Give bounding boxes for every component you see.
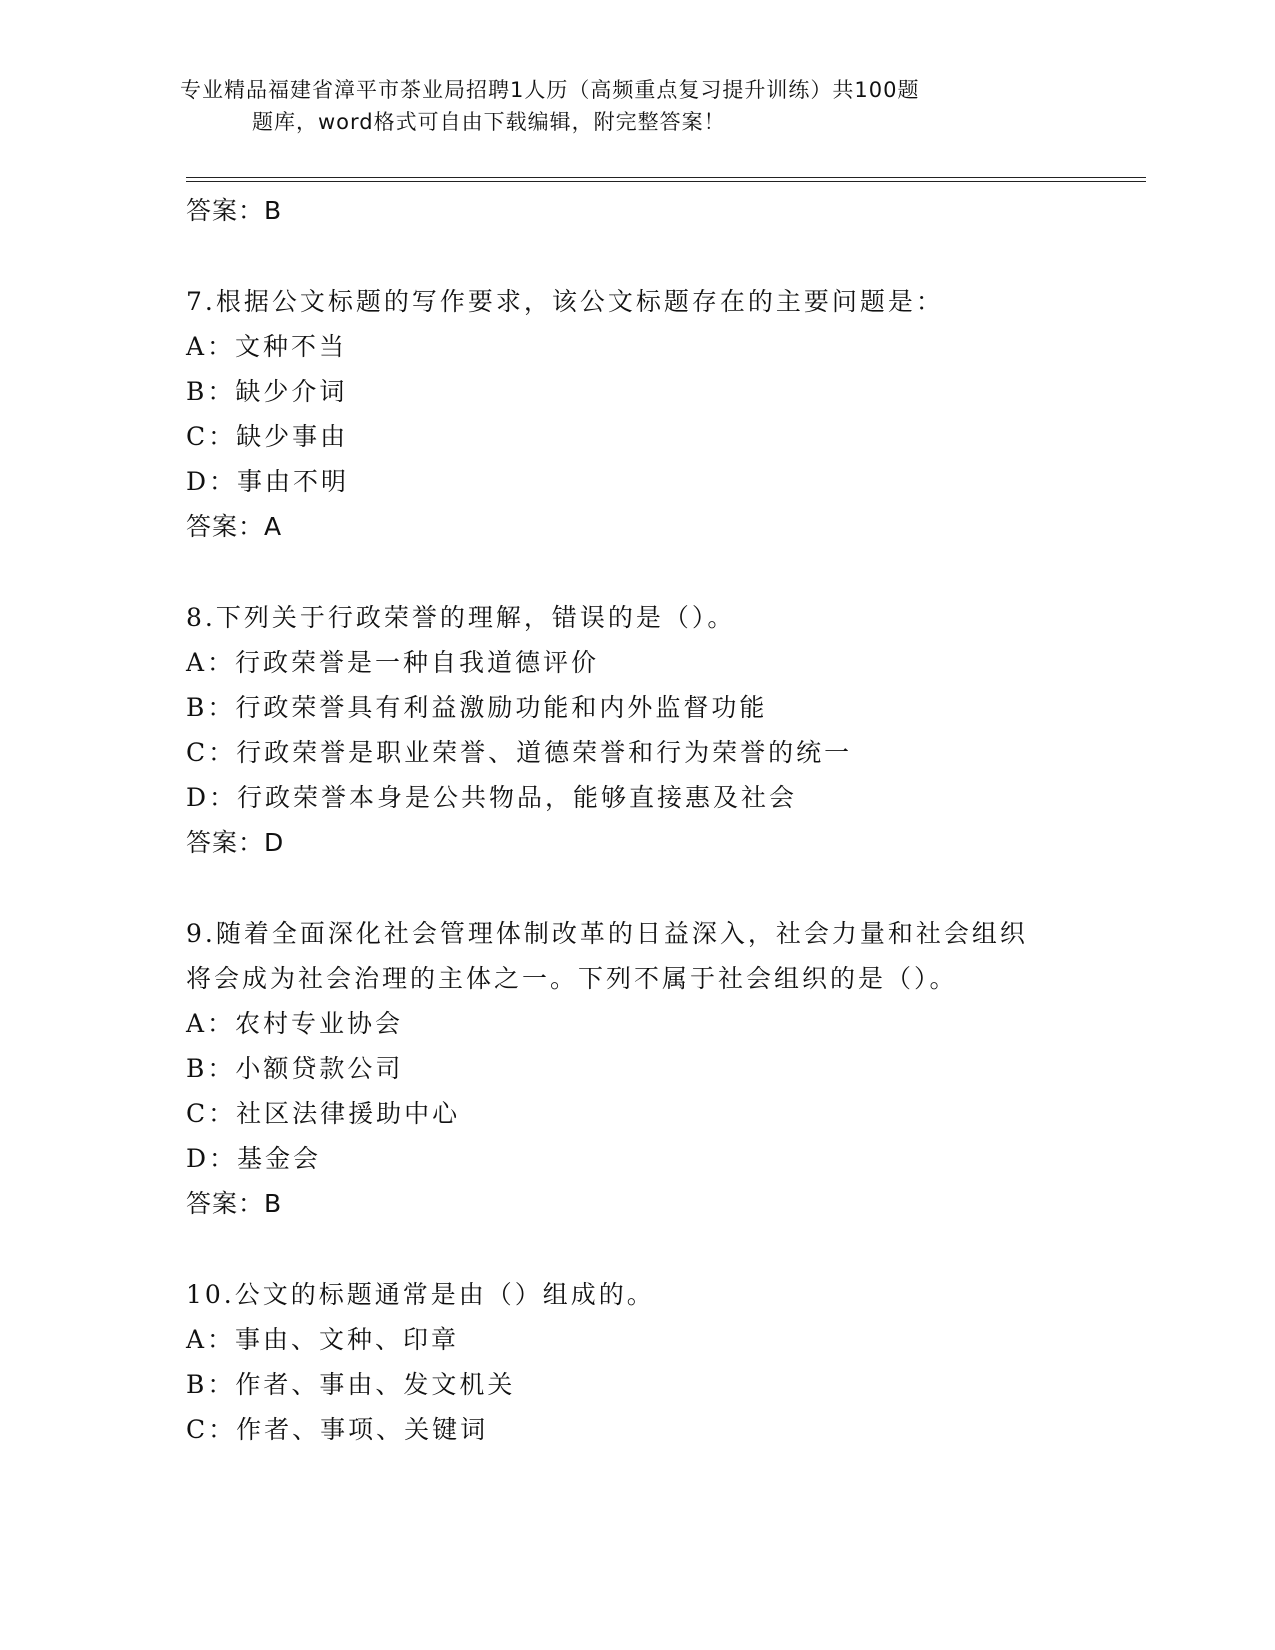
header-line-2: 题库，word格式可自由下载编辑，附完整答案！ [252,110,726,134]
option-a: A：文种不当 [186,332,348,361]
header-divider-bottom [186,181,1146,182]
answer-line: 答案：B [186,196,283,225]
question-stem: 10.公文的标题通常是由（）组成的。 [186,1280,655,1309]
option-d: D：行政荣誉本身是公共物品，能够直接惠及社会 [186,783,798,812]
option-a: A：行政荣誉是一种自我道德评价 [186,648,600,677]
question-stem: 8.下列关于行政荣誉的理解，错误的是（）。 [186,603,736,632]
header-line-1: 专业精品福建省漳平市茶业局招聘1人历（高频重点复习提升训练）共100题 [180,78,920,102]
question-9 [186,911,1106,1226]
option-c: C：作者、事项、关键词 [186,1415,489,1444]
option-b: B：小额贷款公司 [186,1054,404,1083]
document-header [180,74,1060,138]
question-7 [186,279,1106,549]
option-d: D：事由不明 [186,467,350,496]
option-b: B：行政荣誉具有利益激励功能和内外监督功能 [186,693,768,722]
option-c: C：社区法律援助中心 [186,1099,461,1128]
option-b: B：缺少介词 [186,377,348,406]
option-c: C：行政荣誉是职业荣誉、道德荣誉和行为荣誉的统一 [186,738,853,767]
option-c: C：缺少事由 [186,422,349,451]
option-b: B：作者、事由、发文机关 [186,1370,516,1399]
document-body [186,188,1106,1452]
header-divider-top [186,177,1146,178]
option-d: D：基金会 [186,1144,322,1173]
question-stem: 7.根据公文标题的写作要求，该公文标题存在的主要问题是： [186,287,944,316]
question-stem-line-1: 9.随着全面深化社会管理体制改革的日益深入，社会力量和社会组织 [186,919,1028,948]
option-a: A：农村专业协会 [186,1009,404,1038]
answer-line: 答案：B [186,1189,283,1218]
answer-line: 答案：A [186,512,283,541]
question-stem-line-2: 将会成为社会治理的主体之一。下列不属于社会组织的是（）。 [186,964,958,993]
question-10 [186,1272,1106,1452]
question-8 [186,595,1106,865]
answer-line: 答案：D [186,828,285,857]
option-a: A：事由、文种、印章 [186,1325,460,1354]
